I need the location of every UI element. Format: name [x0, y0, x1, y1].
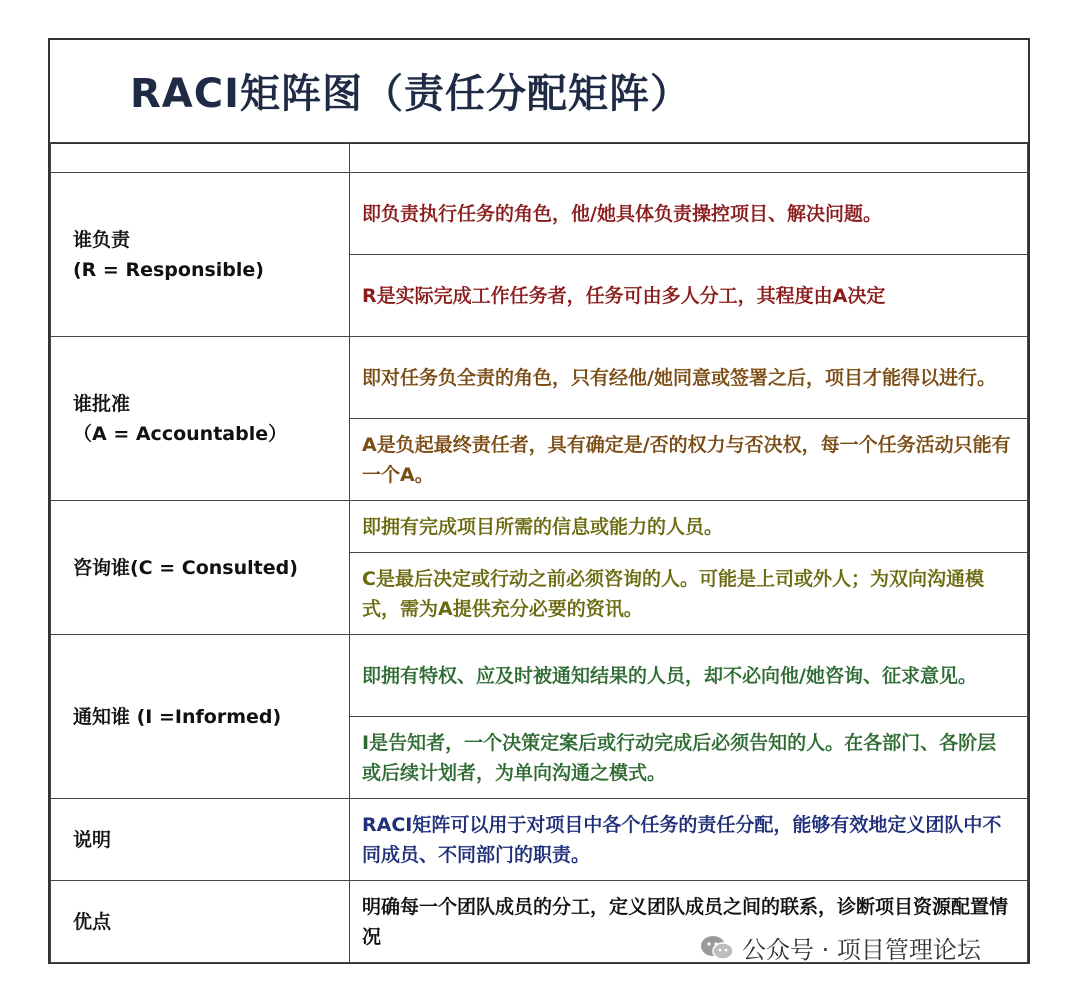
page-title: RACI矩阵图（责任分配矩阵） [130, 71, 691, 117]
empty-header-cell [51, 143, 350, 173]
watermark [700, 930, 981, 965]
label-note [51, 799, 350, 881]
label-consulted [51, 501, 350, 635]
raci-document [48, 38, 1030, 964]
desc-cell: 即对任务负全责的角色，只有经他/她同意或签署之后，项目才能得以进行。 [350, 337, 1028, 419]
empty-header-cell [350, 143, 1028, 173]
table-row-note [51, 799, 1028, 881]
wechat-icon [700, 934, 734, 962]
title-row [50, 40, 1028, 144]
desc-cell: C是最后决定或行动之前必须咨询的人。可能是上司或外人；为双向沟通模式，需为A提供充分必要的资讯。 [350, 553, 1028, 635]
label-accountable [51, 337, 350, 501]
desc-cell: A是负起最终责任者，具有确定是/否的权力与否决权，每一个任务活动只能有一个A。 [350, 419, 1028, 501]
desc-cell: RACI矩阵可以用于对项目中各个任务的责任分配，能够有效地定义团队中不同成员、不同部门的职责。 [350, 799, 1028, 881]
watermark-text: 公众号 · 项目管理论坛 [742, 936, 981, 964]
label-text: 说明 [73, 828, 112, 851]
desc-cell: R是实际完成工作任务者，任务可由多人分工，其程度由A决定 [350, 255, 1028, 337]
label-text: 咨询谁(C = Consulted) [73, 556, 298, 579]
label-code: (R = Responsible) [73, 258, 264, 281]
table-row-responsible [51, 173, 1028, 255]
desc-cell: 即拥有特权、应及时被通知结果的人员，却不必向他/她咨询、征求意见。 [350, 635, 1028, 717]
table-row-informed [51, 635, 1028, 717]
label-text: 通知谁 (I =Informed) [73, 705, 282, 728]
desc-cell: 明确每一个团队成员的分工，定义团队成员之间的联系，诊断项目资源配置情况 [350, 881, 1028, 963]
label-text: 谁负责 [73, 228, 131, 251]
table-row-accountable [51, 337, 1028, 419]
table-row [51, 143, 1028, 173]
label-informed [51, 635, 350, 799]
desc-cell: I是告知者，一个决策定案后或行动完成后必须告知的人。在各部门、各阶层或后续计划者，为单向沟通之模式。 [350, 717, 1028, 799]
label-responsible [51, 173, 350, 337]
label-code: （A = Accountable） [73, 422, 288, 445]
label-text: 谁批准 [73, 392, 131, 415]
desc-cell: 即拥有完成项目所需的信息或能力的人员。 [350, 501, 1028, 553]
desc-cell: 即负责执行任务的角色，他/她具体负责操控项目、解决问题。 [350, 173, 1028, 255]
raci-table [50, 142, 1028, 963]
table-row-consulted [51, 501, 1028, 553]
label-advantages [51, 881, 350, 963]
label-text: 优点 [73, 910, 112, 933]
